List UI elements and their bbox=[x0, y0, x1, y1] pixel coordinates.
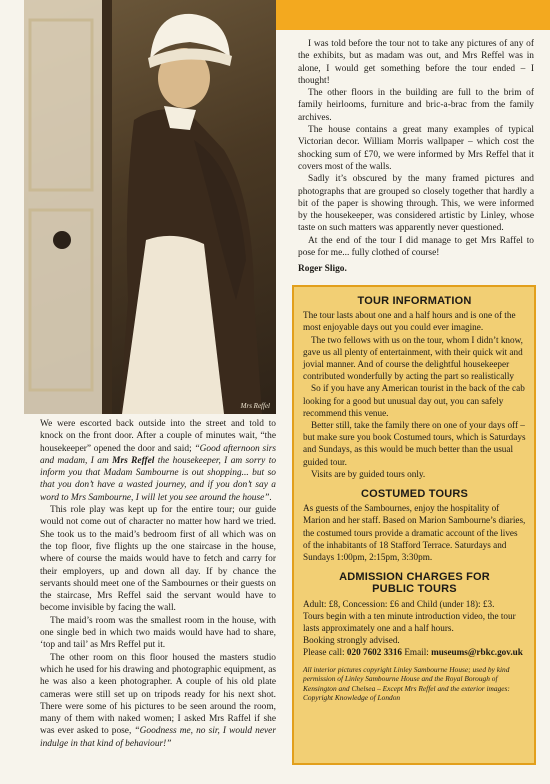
paragraph: This role play was kept up for the entire tour; our guide would not come out of character no matter how hard we tried. She took us to the maid’s bedroom first of all which was on the top floor, five flights up the one staircase in the house, where of course the maids would have to fetch and carry for their employers, up and down all day. If by chance the servants should meet one of the Sambournes or their guests on the staircase, Mrs Reffel said the servant would have to become invisible by facing the wall. bbox=[40, 505, 276, 614]
contact-line: Please call: 020 7602 3316 Email: museums@rbkc.gov.uk bbox=[303, 647, 523, 658]
admission-charges-heading: ADMISSION CHARGES FOR PUBLIC TOURS bbox=[339, 571, 490, 596]
paragraph: Better still, take the family there on one of your days off – but make sure you book Costumed tours, which is Saturdays and Sundays, as this would be much better than the usual guided tour. bbox=[303, 420, 526, 467]
mrs-reffel-photo bbox=[24, 0, 276, 414]
costumed-tours-heading: COSTUMED TOURS bbox=[360, 488, 469, 501]
photo-illustration bbox=[24, 0, 276, 414]
paragraph: The maid’s room was the smallest room in the house, with one single bed in which two maids would have had to share, ‘top and tail’ as Mrs Reffel put it. bbox=[40, 615, 276, 651]
paragraph: Visits are by guided tours only. bbox=[311, 468, 426, 479]
left-column-text bbox=[40, 418, 276, 750]
paragraph: The two fellows with us on the tour, whom I didn’t know, gave us all plenty of entertainment, with their quick wit and jovial manner. And of course the delightful housekeeper contributed wonderfully by acting the part so realistically bbox=[303, 334, 523, 382]
right-column-text bbox=[298, 38, 534, 276]
photo-caption: Mrs Reffel bbox=[240, 402, 270, 410]
paragraph: At the end of the tour I did manage to get Mrs Raffel to pose for me... fully clothed of course! bbox=[298, 235, 534, 259]
paragraph: I was told before the tour not to take any pictures of any of the exhibits, but as madam was out, and Mrs Reffel was in alone, I would get something before the tour ended – I thought! bbox=[298, 39, 534, 86]
image-credits: All interior pictures copyright Linley Sambourne House; used by kind permission of Linley Sambourne House and the Royal Borough of Kensington and Chelsea – Except Mrs Reffel and the exterior images: Copyright Knowledge of London bbox=[303, 664, 510, 702]
paragraph: Sadly it’s obscured by the many framed pictures and photographs that are grouped so closely together that hardly a bit of the paper is showing through. This, we were informed by the housekeeper, was considered artistic by Linley, whose taste on such matters was apparently never questioned. bbox=[298, 174, 534, 234]
paragraph: The tour lasts about one and a half hours and is one of the most enjoyable days out you could ever imagine. bbox=[303, 310, 516, 333]
paragraph: As guests of the Sambournes, enjoy the hospitality of Marion and her staff. Based on Marion Sambourne’s diaries, the costumed tours provide a dramatic account of the lives of the inhabitants of 18 Stafford Terrace. Saturdays and Sundays 1:00pm, 2:15pm, 3:30pm. bbox=[303, 503, 526, 563]
email-link[interactable]: museums@rbkc.gov.uk bbox=[431, 647, 523, 658]
paragraph: The other room on this floor housed the masters studio which he used for his drawing and photographic equipment, as he was also a keen photographer. A couple of his old plate cameras were still set up on tripods ready for his next shot. There were some of his pictures to be seen around the room, many of them with naked women; I asked Mrs Raffel if she was ever asked to pose, “Goodness me, no sir, I would never indulge in that kind of behaviour!” bbox=[40, 652, 276, 749]
tour-information-heading: TOUR INFORMATION bbox=[357, 295, 472, 307]
paragraph: Booking strongly advised. bbox=[303, 635, 400, 646]
paragraph: Adult: £8, Concession: £6 and Child (under 18): £3. bbox=[303, 598, 495, 609]
orange-header-band bbox=[276, 0, 550, 30]
tour-info-box bbox=[292, 285, 536, 765]
paragraph: The house contains a great many examples of typical Victorian decor. William Morris wallpaper – which cost the shocking sum of £70, we were informed by Mrs Reffel that it covers most of the walls. bbox=[298, 125, 534, 172]
paragraph: The other floors in the building are full to the brim of family heirlooms, furniture and bric-a-brac from the family archives. bbox=[298, 88, 534, 123]
phone-number[interactable]: 020 7602 3316 bbox=[346, 647, 403, 658]
paragraph: We were escorted back outside into the street and told to knock on the front door. After a couple of minutes wait, “the housekeeper” opened the door and said; “Good afternoon sirs and madam, I am Mrs Reffel the housekeeper, I am sorry to inform you that Madam Sambourne is out shopping... but so that you don’t have a wasted journey, and if you don’t say a word to Mrs Sambourne, I will let you see around the house”. bbox=[40, 419, 277, 503]
paragraph: Tours begin with a ten minute introduction video, the tour lasts approximately one and a half hours. bbox=[303, 610, 516, 634]
author-signature: Roger Sligo. bbox=[298, 264, 347, 275]
paragraph: So if you have any American tourist in the back of the cab looking for a good but unusual day out, you can safely recommend this venue. bbox=[303, 383, 525, 418]
